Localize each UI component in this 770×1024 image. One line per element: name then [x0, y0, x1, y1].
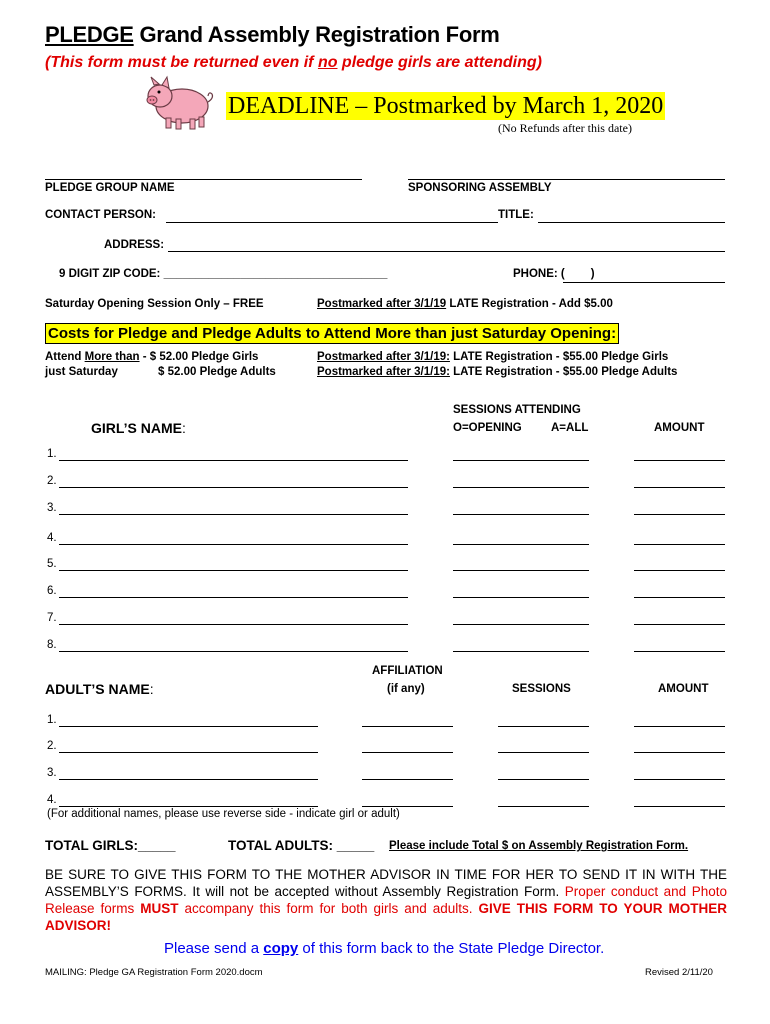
adult-amount-field[interactable] [634, 779, 725, 780]
form-title [45, 22, 499, 48]
adult-affiliation-field[interactable] [362, 752, 453, 753]
girl-amount-field[interactable] [634, 544, 725, 545]
girl-row-number: 2. [47, 475, 57, 487]
adults-name-header [45, 681, 154, 697]
no-refunds-note: (No Refunds after this date) [498, 121, 632, 135]
title-field[interactable] [538, 222, 725, 223]
girl-sessions-field[interactable] [453, 570, 589, 571]
adults-header-colon: : [149, 681, 154, 697]
girl-name-field[interactable] [59, 460, 408, 461]
adult-amount-field[interactable] [634, 806, 725, 807]
attend-girls-price [45, 351, 258, 363]
adult-affiliation-field[interactable] [362, 726, 453, 727]
subtitle-post: pledge girls are attending) [337, 54, 542, 71]
instructions-red1: Proper conduct and Photo Release forms [45, 884, 728, 916]
late-add: LATE Registration - Add $5.00 [446, 298, 613, 310]
total-adults-field[interactable]: TOTAL ADULTS: _____ [228, 838, 375, 853]
pledge-group-name-field[interactable] [45, 179, 362, 180]
girl-row-number: 6. [47, 585, 57, 597]
attend-adults-price: $ 52.00 Pledge Adults [158, 366, 276, 378]
phone-open: PHONE: ( [513, 268, 565, 280]
adult-sessions-field[interactable] [498, 752, 589, 753]
adults-amount-header: AMOUNT [658, 683, 709, 695]
girl-name-field[interactable] [59, 570, 408, 571]
girl-sessions-field[interactable] [453, 544, 589, 545]
girls-amount-header: AMOUNT [654, 422, 705, 434]
adult-sessions-field[interactable] [498, 806, 589, 807]
adult-row-number: 4. [47, 794, 57, 806]
attend-word: Attend [45, 351, 85, 363]
girl-name-field[interactable] [59, 624, 408, 625]
adult-row-number: 2. [47, 740, 57, 752]
late-fee-text [317, 298, 613, 310]
additional-names-note: (For additional names, please use reverse side - indicate girl or adult) [47, 808, 400, 820]
adult-amount-field[interactable] [634, 752, 725, 753]
adult-sessions-field[interactable] [498, 726, 589, 727]
girl-amount-field[interactable] [634, 487, 725, 488]
girl-name-field[interactable] [59, 651, 408, 652]
girl-amount-field[interactable] [634, 514, 725, 515]
girl-amount-field[interactable] [634, 651, 725, 652]
more-than: More than [84, 351, 140, 363]
girls-name-header [91, 420, 186, 436]
late-girls-price [317, 351, 668, 363]
girl-sessions-field[interactable] [453, 460, 589, 461]
send-copy: copy [263, 940, 299, 957]
affiliation-header: AFFILIATION [372, 665, 443, 677]
just-saturday-text: just Saturday [45, 366, 118, 378]
girl-row-number: 7. [47, 612, 57, 624]
girl-row-number: 1. [47, 448, 57, 460]
girl-sessions-field[interactable] [453, 624, 589, 625]
adult-row-number: 3. [47, 767, 57, 779]
address-label: ADDRESS: [104, 239, 165, 251]
late-adults-price [317, 366, 677, 378]
all-legend: A=ALL [551, 422, 589, 434]
sessions-attending-header: SESSIONS ATTENDING [453, 404, 581, 416]
instructions-paragraph [45, 866, 727, 934]
girl-amount-field[interactable] [634, 460, 725, 461]
form-subtitle [45, 54, 542, 72]
title-pledge: PLEDGE [45, 22, 134, 47]
girl-amount-field[interactable] [634, 624, 725, 625]
phone-close: ) [590, 268, 595, 280]
sponsoring-assembly-label: SPONSORING ASSEMBLY [408, 182, 552, 194]
instructions-red2: accompany this form for both girls and adults. [178, 901, 479, 916]
adult-name-field[interactable] [59, 752, 318, 753]
girl-row-number: 4. [47, 532, 57, 544]
adult-affiliation-field[interactable] [362, 779, 453, 780]
sponsoring-assembly-field[interactable] [408, 179, 725, 180]
adults-sessions-header: SESSIONS [512, 683, 571, 695]
adult-affiliation-field[interactable] [362, 806, 453, 807]
girl-row-number: 8. [47, 639, 57, 651]
saturday-only-text: Saturday Opening Session Only – FREE [45, 298, 264, 310]
opening-legend: O=OPENING [453, 422, 522, 434]
girl-name-field[interactable] [59, 544, 408, 545]
contact-person-label: CONTACT PERSON: [45, 209, 156, 221]
send-copy-note [164, 940, 604, 957]
if-any-label: (if any) [387, 683, 425, 695]
girl-row-number: 3. [47, 502, 57, 514]
deadline-banner: DEADLINE – Postmarked by March 1, 2020 [228, 93, 664, 119]
girl-name-field[interactable] [59, 597, 408, 598]
late-postmark-adults: Postmarked after 3/1/19: [317, 366, 450, 378]
adult-amount-field[interactable] [634, 726, 725, 727]
late-adults: LATE Registration - $55.00 Pledge Adults [449, 366, 678, 378]
instructions-must: MUST [140, 901, 179, 916]
adults-header-text: ADULT’S NAME [45, 681, 150, 697]
contact-person-field[interactable] [166, 222, 498, 223]
girl-sessions-field[interactable] [453, 487, 589, 488]
adult-name-field[interactable] [59, 806, 318, 807]
girl-sessions-field[interactable] [453, 514, 589, 515]
phone-label [513, 268, 595, 280]
late-postmark: Postmarked after 3/1/19 [317, 298, 447, 310]
girl-amount-field[interactable] [634, 597, 725, 598]
girls-header-text: GIRL’S NAME [91, 420, 183, 436]
address-field[interactable] [168, 251, 725, 252]
costs-header: Costs for Pledge and Pledge Adults to Attend More than just Saturday Opening: [45, 323, 619, 344]
subtitle-pre: (This form must be returned even if [45, 54, 318, 71]
girl-name-field[interactable] [59, 514, 408, 515]
title-label: TITLE: [498, 209, 534, 221]
subtitle-no: no [317, 54, 338, 71]
footer-mailing: MAILING: Pledge GA Registration Form 2020.docm [45, 967, 263, 978]
total-girls-field[interactable]: TOTAL GIRLS:_____ [45, 838, 176, 853]
adult-name-field[interactable] [59, 726, 318, 727]
pig-icon [140, 72, 220, 139]
girl-name-field[interactable] [59, 487, 408, 488]
girls-price: - $ 52.00 Pledge Girls [139, 351, 259, 363]
adult-sessions-field[interactable] [498, 779, 589, 780]
include-total-note: Please include Total $ on Assembly Registration Form. [389, 840, 689, 852]
zip-code-field[interactable]: 9 DIGIT ZIP CODE: ___________________________________ [59, 268, 388, 280]
send-post: of this form back to the State Pledge Director. [298, 940, 605, 957]
adult-row-number: 1. [47, 714, 57, 726]
footer-revised: Revised 2/11/20 [645, 967, 713, 978]
girl-row-number: 5. [47, 558, 57, 570]
late-postmark-girls: Postmarked after 3/1/19: [317, 351, 450, 363]
late-girls: LATE Registration - $55.00 Pledge Girls [449, 351, 669, 363]
instructions-give-form: GIVE THIS FORM TO YOUR MOTHER ADVISOR! [45, 901, 727, 933]
phone-field[interactable] [563, 282, 725, 283]
girl-sessions-field[interactable] [453, 651, 589, 652]
girls-header-colon: : [182, 420, 186, 436]
send-pre: Please send a [164, 940, 264, 957]
pledge-group-name-label: PLEDGE GROUP NAME [45, 182, 175, 194]
adult-name-field[interactable] [59, 779, 318, 780]
girl-sessions-field[interactable] [453, 597, 589, 598]
girl-amount-field[interactable] [634, 570, 725, 571]
instructions-black: BE SURE TO GIVE THIS FORM TO THE MOTHER ADVISOR IN TIME FOR HER TO SEND IT IN WITH THE ASSEMBLY’S FORMS. It will not be accepted without Assembly Registration Form. [45, 867, 727, 899]
title-rest: Grand Assembly Registration Form [133, 22, 500, 47]
